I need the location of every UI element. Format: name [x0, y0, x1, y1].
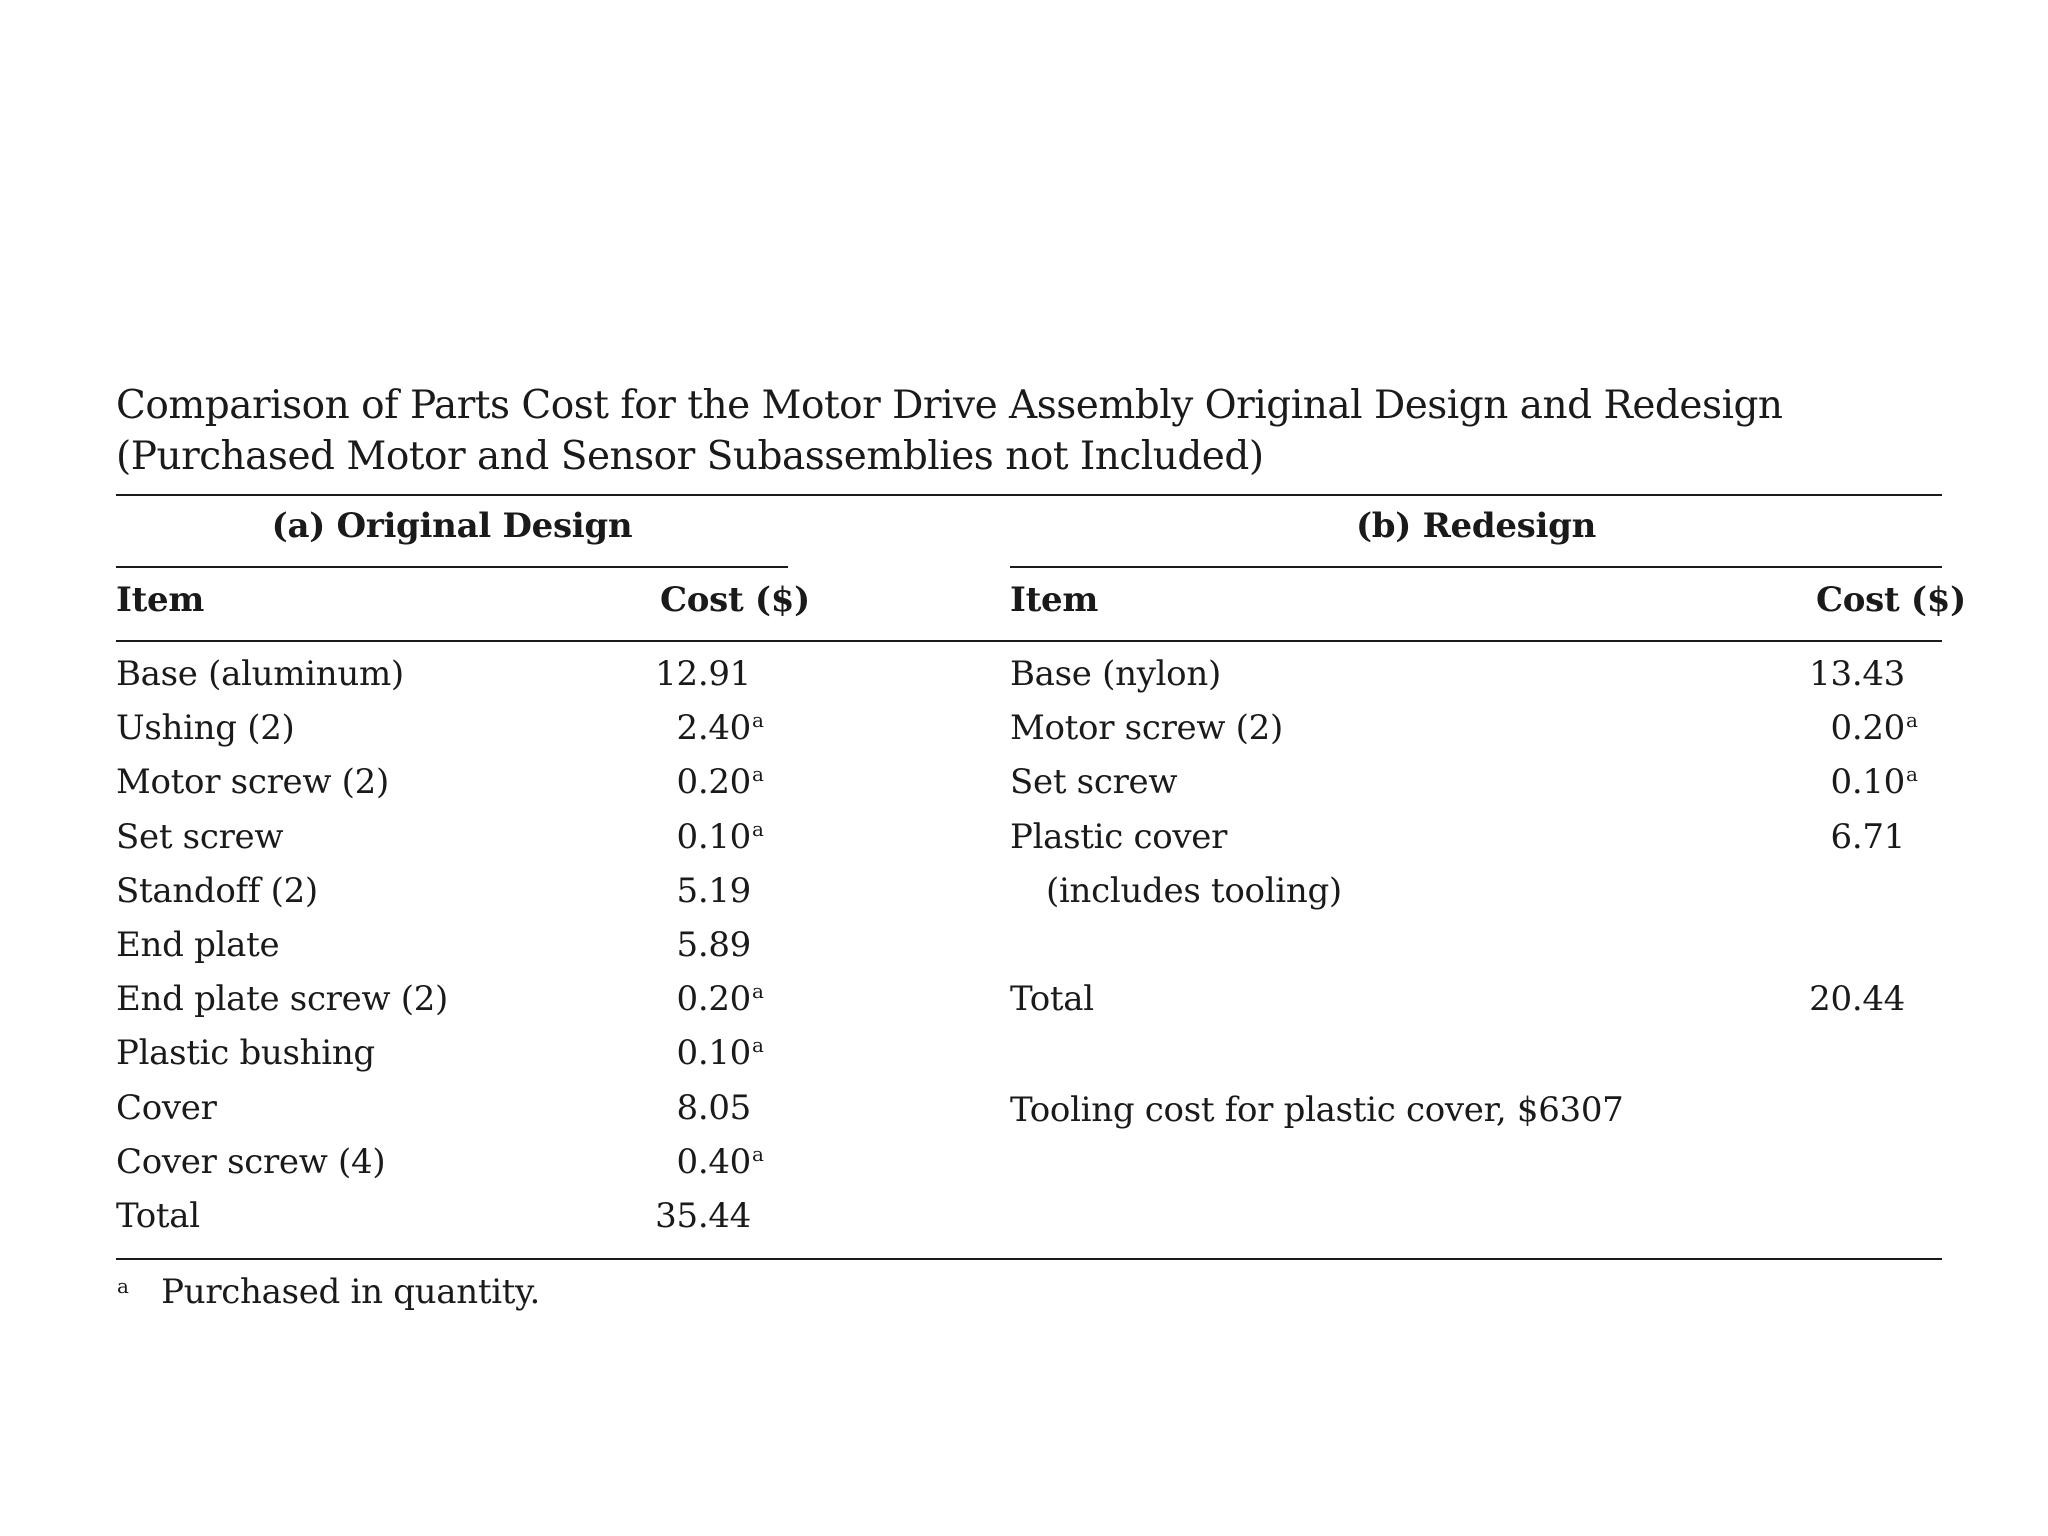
footnote-mark: a	[117, 1274, 129, 1298]
original-cost-1: 2.40a	[676, 708, 768, 748]
footnote-text: Purchased in quantity.	[161, 1272, 541, 1312]
original-cost-9: 0.40a	[676, 1142, 768, 1182]
redesign-cost-3: 6.71	[1830, 816, 1905, 857]
original-design-heading: (a) Original Design	[271, 506, 633, 546]
original-cost-note-9: a	[752, 1141, 764, 1166]
original-col-cost: Cost ($)	[660, 580, 810, 620]
original-cost-2: 0.20a	[676, 762, 768, 802]
original-cost-4: 5.19	[676, 870, 751, 911]
redesign-item-4: (includes tooling)	[1046, 870, 1342, 911]
original-item-10: Total	[116, 1196, 200, 1236]
bottom-rule	[116, 1258, 1942, 1260]
redesign-heading: (b) Redesign	[1355, 506, 1597, 546]
top-rule	[116, 494, 1942, 496]
original-heading-rule	[116, 566, 788, 568]
redesign-col-item: Item	[1010, 580, 1099, 620]
original-item-9: Cover screw (4)	[116, 1141, 386, 1182]
redesign-item-3: Plastic cover	[1010, 816, 1228, 857]
redesign-item-2: Set screw	[1010, 762, 1178, 803]
redesign-item-5: Total	[1010, 979, 1094, 1020]
redesign-heading-rule	[1010, 566, 1942, 568]
tooling-note: Tooling cost for plastic cover, $6307	[1010, 1090, 1624, 1130]
original-item-1: Ushing (2)	[116, 708, 295, 749]
original-col-item: Item	[116, 580, 205, 620]
original-item-6: End plate screw (2)	[116, 979, 449, 1020]
redesign-item-0: Base (nylon)	[1010, 654, 1221, 694]
original-cost-3: 0.10a	[676, 817, 768, 857]
original-cost-note-7: a	[752, 1033, 764, 1058]
original-cost-8: 8.05	[676, 1087, 751, 1128]
original-item-8: Cover	[116, 1087, 217, 1128]
original-cost-0: 12.91	[655, 654, 751, 694]
table-title	[116, 380, 1942, 482]
redesign-col-cost: Cost ($)	[1816, 580, 1966, 620]
redesign-cost-note-2: a	[1906, 762, 1918, 787]
original-item-2: Motor screw (2)	[116, 762, 389, 803]
original-item-4: Standoff (2)	[116, 870, 318, 911]
original-cost-note-1: a	[752, 708, 764, 733]
redesign-cost-note-1: a	[1906, 708, 1918, 733]
original-cost-5: 5.89	[676, 925, 751, 965]
redesign-item-1: Motor screw (2)	[1010, 708, 1283, 749]
original-cost-note-6: a	[752, 979, 764, 1004]
redesign-cost-5: 20.44	[1809, 979, 1905, 1020]
original-item-0: Base (aluminum)	[116, 654, 404, 694]
original-item-3: Set screw	[116, 816, 284, 857]
title-line-2: (Purchased Motor and Sensor Subassemblies not Included)	[116, 434, 1264, 479]
header-rule	[116, 640, 1942, 642]
redesign-cost-2: 0.10a	[1830, 762, 1922, 802]
original-item-7: Plastic bushing	[116, 1033, 375, 1074]
original-item-5: End plate	[116, 925, 280, 965]
original-cost-note-2: a	[752, 762, 764, 787]
original-cost-6: 0.20a	[676, 979, 768, 1019]
redesign-cost-0: 13.43	[1809, 654, 1905, 694]
original-cost-10: 35.44	[655, 1196, 751, 1236]
original-cost-7: 0.10a	[676, 1033, 768, 1073]
title-line-1: Comparison of Parts Cost for the Motor Drive Assembly Original Design and Redesign	[116, 383, 1783, 428]
original-cost-note-3: a	[752, 816, 764, 841]
document	[116, 380, 1942, 482]
redesign-cost-1: 0.20a	[1830, 708, 1922, 748]
footnote	[116, 1272, 540, 1312]
